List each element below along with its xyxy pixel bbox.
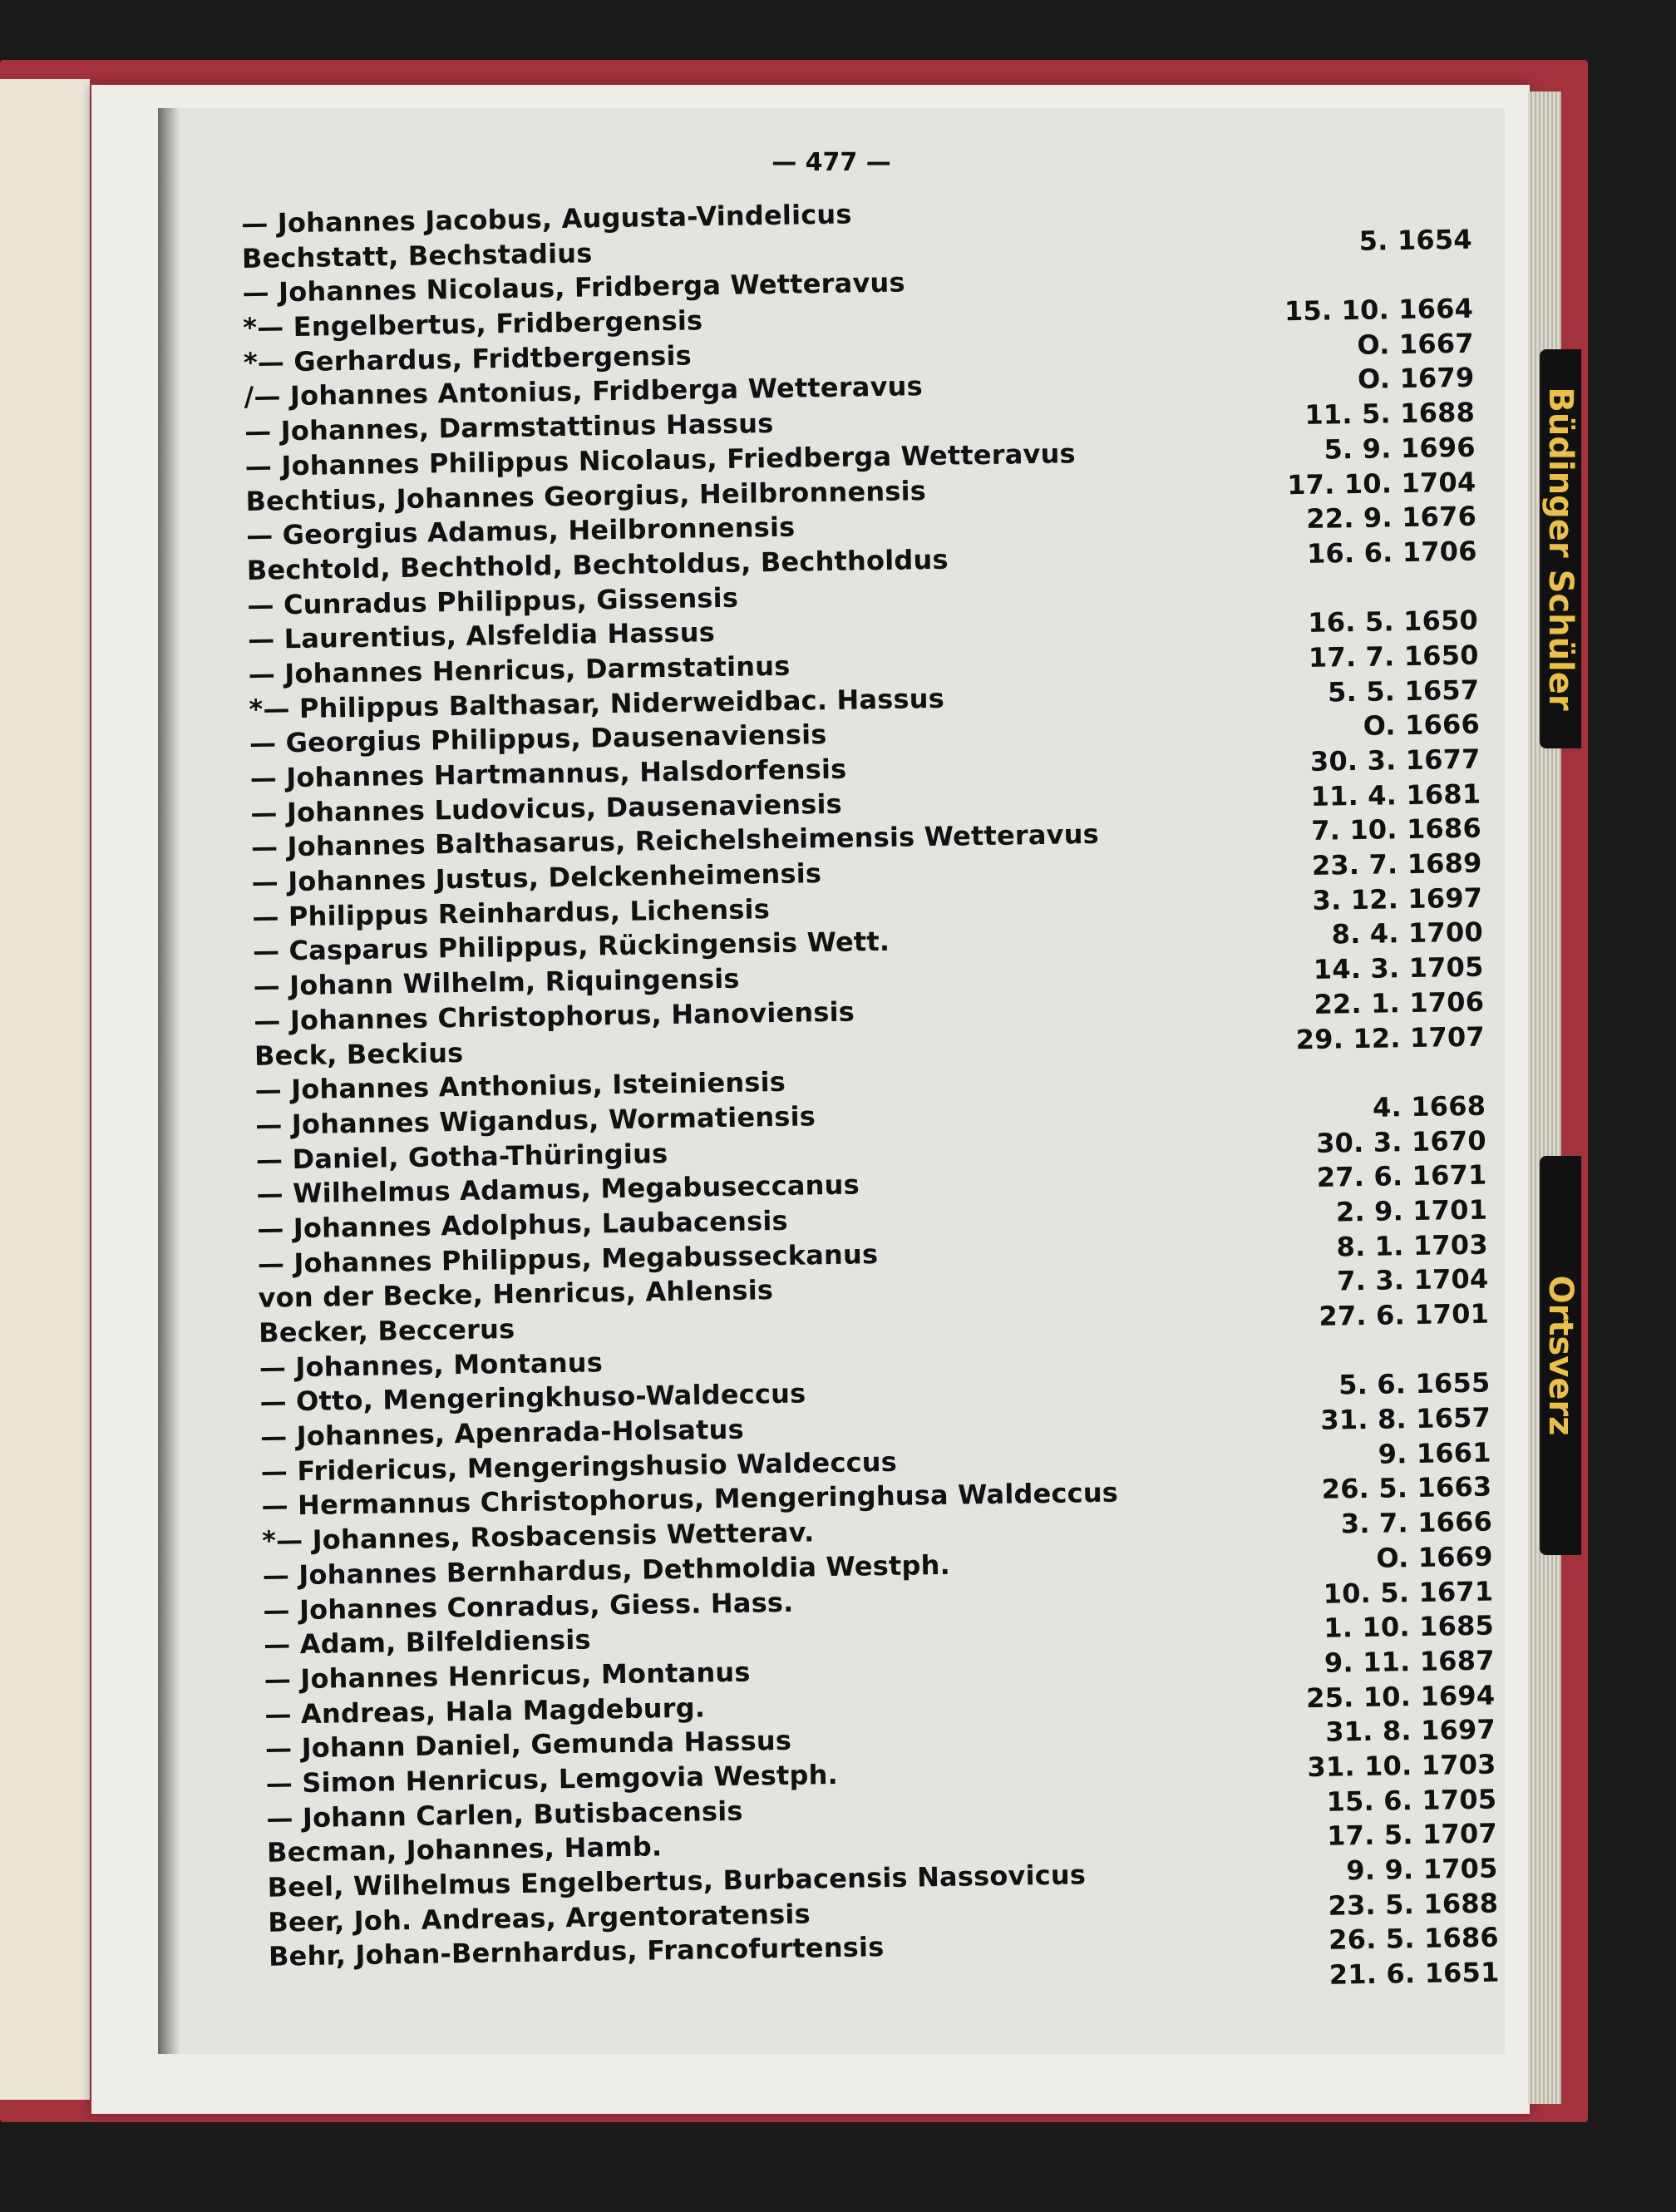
entry-name: — Johannes Wigandus, Wormatiensis (255, 1100, 816, 1141)
entry-name: Beel, Wilhelmus Engelbertus, Burbacensis Nassovicus (267, 1859, 1087, 1903)
entry-date: 16. 6. 1706 (1306, 535, 1477, 570)
entry-name: — Johannes Adolphus, Laubacensis (256, 1204, 788, 1245)
entry-name: Becman, Johannes, Hamb. (266, 1830, 663, 1869)
entry-name: Beer, Joh. Andreas, Argentoratensis (268, 1898, 811, 1938)
entry-name: — Johannes, Apenrada-Holsatus (259, 1413, 745, 1453)
entry-name: — Johannes Henricus, Darmstatinus (248, 649, 791, 690)
entry-name: — Simon Henricus, Lemgovia Westph. (265, 1758, 839, 1800)
entry-name: — Johannes Henricus, Montanus (264, 1656, 751, 1696)
entry-date: 23. 5. 1688 (1328, 1887, 1499, 1922)
tab-label: Ortsverz (1541, 1275, 1580, 1436)
entry-date: 17. 7. 1650 (1308, 639, 1479, 674)
entry-date: 2. 9. 1701 (1335, 1193, 1488, 1228)
entry-name: — Johannes Conradus, Giess. Hass. (263, 1586, 794, 1627)
entry-name: Bechtold, Bechthold, Bechtoldus, Bechtholdus (246, 543, 949, 586)
entry-name: von der Becke, Henricus, Ahlensis (258, 1274, 774, 1315)
entry-name: — Johannes Philippus, Megabusseckanus (257, 1237, 879, 1280)
entry-name: Becker, Beccerus (258, 1312, 515, 1349)
entry-date: 5. 5. 1657 (1327, 674, 1480, 709)
entry-date: 21. 6. 1651 (1328, 1956, 1500, 1991)
entry-date: 14. 3. 1705 (1313, 950, 1484, 985)
entry-name: *— Engelbertus, Fridbergensis (242, 304, 703, 344)
entry-name: /— Johannes Antonius, Fridberga Wetteravus (244, 370, 924, 413)
entry-name: — Johannes Nicolaus, Fridberga Wetteravus (242, 266, 905, 309)
entry-date: 1. 10. 1685 (1324, 1609, 1495, 1644)
entry-date: 9. 11. 1687 (1324, 1644, 1495, 1679)
entry-name: — Johannes Philippus Nicolaus, Friedberga Wetteravus (244, 437, 1077, 482)
page-number: — 477 — (771, 148, 891, 177)
entry-date: 17. 10. 1704 (1286, 466, 1476, 501)
entry-date: 15. 6. 1705 (1326, 1783, 1497, 1818)
entry-name: Behr, Johan-Bernhardus, Francofurtensis (268, 1931, 885, 1973)
entry-date: 27. 6. 1671 (1316, 1158, 1487, 1194)
entry-name: — Johann Carlen, Butisbacensis (266, 1795, 743, 1834)
entry-name: *— Johannes, Rosbacensis Wetterav. (261, 1516, 815, 1557)
entry-date: 31. 8. 1697 (1324, 1713, 1496, 1748)
entry-date: 31. 10. 1703 (1307, 1748, 1496, 1784)
tab-label: Büdinger Schüler (1541, 387, 1580, 711)
entry-date: 5. 9. 1696 (1324, 431, 1476, 466)
entry-name: — Georgius Adamus, Heilbronnensis (245, 511, 796, 552)
entry-name: — Johannes Bernhardus, Dethmoldia Westph. (262, 1548, 951, 1592)
entry-date: 25. 10. 1694 (1305, 1679, 1496, 1714)
entry-name: — Johannes Ludovicus, Dausenaviensis (250, 788, 843, 829)
index-tab-ortsverz[interactable] (1540, 1156, 1581, 1555)
entry-name: — Daniel, Gotha-Thüringius (255, 1137, 668, 1176)
entry-name: Bechtius, Johannes Georgius, Heilbronnensis (245, 474, 927, 517)
entry-date: 5. 6. 1655 (1338, 1366, 1491, 1401)
entry-date: 7. 10. 1686 (1310, 812, 1482, 847)
entry-date: 4. 1668 (1372, 1089, 1486, 1123)
entry-name: — Johannes Hartmannus, Halsdorfensis (249, 753, 847, 794)
entry-name: — Otto, Mengeringkhuso-Waldeccus (259, 1377, 806, 1419)
entry-date: 8. 1. 1703 (1336, 1228, 1489, 1263)
entry-name: *— Gerhardus, Fridtbergensis (243, 339, 693, 378)
entry-date: 16. 5. 1650 (1308, 604, 1479, 639)
left-page-edge (0, 79, 90, 2100)
entry-date: 30. 3. 1670 (1315, 1124, 1487, 1159)
entry-date: 26. 5. 1663 (1321, 1471, 1492, 1506)
entry-date: 9. 9. 1705 (1346, 1852, 1498, 1887)
entry-date: 22. 1. 1706 (1314, 985, 1485, 1020)
entry-date: 3. 12. 1697 (1312, 881, 1483, 916)
entry-date: 17. 5. 1707 (1326, 1817, 1498, 1853)
entry-date: 5. 1654 (1358, 223, 1473, 257)
entry-date: O. 1667 (1357, 327, 1475, 361)
entry-name: *— Philippus Balthasar, Niderweidbac. Hassus (249, 682, 945, 725)
entry-name: — Johann Daniel, Gemunda Hassus (264, 1725, 792, 1765)
entry-name: — Johannes Christophorus, Hanoviensis (254, 995, 855, 1037)
entry-name: — Johannes Anthonius, Isteiniensis (254, 1066, 786, 1107)
register-entries (241, 189, 1500, 2011)
entry-date: O. 1666 (1363, 708, 1481, 743)
entry-name: — Laurentius, Alsfeldia Hassus (247, 616, 716, 656)
photocopy-sheet (158, 108, 1505, 2054)
entry-name: — Philippus Reinhardus, Lichensis (252, 892, 771, 933)
entry-date: 26. 5. 1686 (1328, 1921, 1500, 1957)
entry-date: 15. 10. 1664 (1284, 292, 1474, 328)
entry-date: 29. 12. 1707 (1295, 1020, 1486, 1055)
entry-name: — Adam, Bilfeldiensis (263, 1623, 591, 1661)
entry-name: Bechstatt, Bechstadius (241, 237, 593, 274)
entry-name: — Johannes Jacobus, Augusta-Vindelicus (241, 198, 852, 239)
entry-name: — Fridericus, Mengeringshusio Waldeccus (260, 1445, 898, 1488)
entry-name: — Casparus Philippus, Rückingensis Wett. (252, 926, 890, 968)
entry-name: — Johannes Justus, Delckenheimensis (251, 857, 822, 898)
entry-name: — Georgius Philippus, Dausenaviensis (249, 718, 827, 760)
entry-date: 9. 1661 (1378, 1436, 1491, 1470)
entry-name: — Johannes Balthasarus, Reichelsheimensis Wetteravus (250, 818, 1100, 864)
entry-date: 11. 4. 1681 (1310, 778, 1481, 812)
entry-name: — Johann Wilhelm, Riquingensis (253, 962, 740, 1003)
entry-name: — Johannes, Darmstattinus Hassus (244, 407, 774, 448)
entry-name: Beck, Beckius (254, 1036, 464, 1072)
entry-date: 27. 6. 1701 (1319, 1297, 1490, 1332)
entry-name: — Cunradus Philippus, Gissensis (247, 581, 739, 621)
entry-date: 30. 3. 1677 (1309, 743, 1481, 778)
entry-date: O. 1669 (1376, 1540, 1493, 1574)
spine-shadow (158, 108, 180, 2054)
entry-date: 7. 3. 1704 (1336, 1262, 1489, 1297)
entry-name: — Wilhelmus Adamus, Megabuseccanus (256, 1168, 860, 1211)
index-tab-buedinger-schueler[interactable] (1540, 349, 1581, 748)
entry-date: 8. 4. 1700 (1331, 916, 1484, 950)
entry-date: 22. 9. 1676 (1306, 500, 1477, 536)
entry-date: 31. 8. 1657 (1320, 1401, 1491, 1436)
entry-name: — Hermannus Christophorus, Mengeringhusa Waldeccus (261, 1477, 1119, 1523)
entry-date: 23. 7. 1689 (1311, 847, 1482, 881)
entry-name: — Andreas, Hala Magdeburg. (264, 1691, 706, 1731)
entry-date: 11. 5. 1688 (1304, 396, 1476, 432)
entry-date: 10. 5. 1671 (1323, 1575, 1494, 1610)
entry-date: 3. 7. 1666 (1340, 1505, 1493, 1540)
entry-date: O. 1679 (1357, 362, 1475, 396)
entry-name: — Johannes, Montanus (259, 1346, 604, 1384)
